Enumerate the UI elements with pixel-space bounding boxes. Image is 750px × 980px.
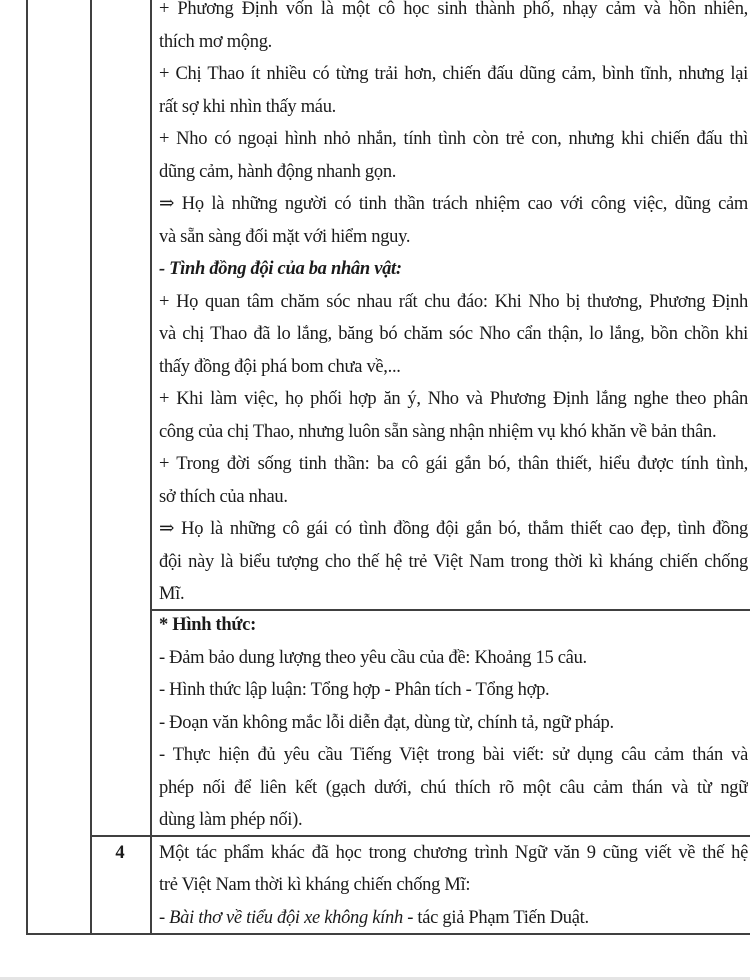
text-segment: ⇒ Họ là những cô gái có tình đồng đội gắn bó, thắm thiết cao đẹp, tình đồng: [159, 519, 748, 539]
text-line: [159, 351, 748, 384]
answer-cell-content-analysis: [159, 0, 748, 611]
text-segment: + Trong đời sống tinh thần: ba cô gái gắn bó, thân thiết, hiểu được tính tình,: [159, 454, 748, 474]
text-segment: - Tình đồng đội của ba nhân vật:: [159, 259, 402, 279]
text-line: [159, 642, 748, 675]
text-segment: công của chị Thao, nhưng luôn sẵn sàng nhận nhiệm vụ khó khăn về bản thân.: [159, 421, 717, 442]
text-segment: và sẵn sàng đối mặt với hiểm nguy.: [159, 226, 411, 247]
text-segment: Một tác phẩm khác đã học trong chương trình Ngữ văn 9 cũng viết về thế hệ: [159, 842, 748, 863]
text-segment: và chị Thao đã lo lắng, băng bó chăm sóc Nho cẩn thận, lo lắng, bồn chồn khi: [159, 324, 748, 344]
text-line: [159, 286, 748, 319]
text-line: [159, 123, 748, 156]
text-line: [159, 609, 748, 642]
text-segment: dũng cảm, hành động nhanh gọn.: [159, 161, 397, 182]
text-segment: + Họ quan tâm chăm sóc nhau rất chu đáo: Khi Nho bị thương, Phương Định: [159, 291, 748, 312]
text-segment: - tác giả Phạm Tiến Duật.: [402, 907, 589, 928]
text-segment: thích mơ mộng.: [159, 31, 272, 52]
text-segment: rất sợ khi nhìn thấy máu.: [159, 96, 336, 117]
text-segment: đội này là biểu tượng cho thế hệ trẻ Việt Nam trong thời kì kháng chiến chống: [159, 551, 748, 572]
question-number: 4: [115, 842, 125, 863]
text-line: [159, 26, 748, 59]
text-segment: sở thích của nhau.: [159, 486, 288, 507]
text-line: [159, 739, 748, 772]
text-segment: + Khi làm việc, họ phối hợp ăn ý, Nho và Phương Định lắng nghe theo phân: [159, 389, 748, 409]
text-line: [159, 869, 748, 902]
text-line: [159, 578, 748, 611]
text-line: [159, 221, 748, 254]
text-line: [159, 513, 748, 546]
text-line: [159, 902, 748, 935]
text-segment: phép nối để liên kết (gạch dưới, chú thích rõ một câu cảm thán và từ ngữ: [159, 777, 748, 798]
text-segment: ⇒ Họ là những người có tinh thần trách nhiệm cao với công việc, dũng cảm: [159, 194, 748, 214]
text-line: [159, 772, 748, 805]
text-segment: - Đảm bảo dung lượng theo yêu cầu của đề: Khoảng 15 câu.: [159, 647, 587, 668]
text-segment: dùng làm phép nối).: [159, 810, 303, 830]
text-line: [159, 546, 748, 579]
table-border-col1-right: [90, 0, 92, 935]
text-segment: + Phương Định vốn là một cô học sinh thành phố, nhạy cảm và hồn nhiên,: [159, 0, 748, 19]
answer-cell-format-requirements: [159, 609, 748, 837]
table-border-col2-right: [150, 0, 152, 935]
question-number-cell: [92, 837, 148, 870]
text-segment: trẻ Việt Nam thời kì kháng chiến chống Mĩ:: [159, 875, 471, 895]
text-line: [159, 156, 748, 189]
text-segment: * Hình thức:: [159, 615, 256, 635]
text-line: [159, 383, 748, 416]
text-segment: - Bài thơ về tiểu đội xe không kính: [159, 907, 403, 928]
text-line: [159, 674, 748, 707]
text-segment: thấy đồng đội phá bom chưa về,...: [159, 356, 401, 377]
text-line: [159, 837, 748, 870]
text-segment: - Đoạn văn không mắc lỗi diễn đạt, dùng từ, chính tả, ngữ pháp.: [159, 712, 614, 733]
text-segment: Mĩ.: [159, 584, 185, 604]
text-line: [159, 188, 748, 221]
text-line: [159, 0, 748, 26]
text-line: [159, 318, 748, 351]
text-segment: + Nho có ngoại hình nhỏ nhắn, tính tình còn trẻ con, nhưng khi chiến đấu thì: [159, 129, 748, 149]
answer-cell-question-4: [159, 837, 748, 935]
table-border-left: [26, 0, 28, 935]
text-line: [159, 481, 748, 514]
text-segment: + Chị Thao ít nhiều có từng trải hơn, chiến đấu dũng cảm, bình tĩnh, nhưng lại: [159, 64, 748, 84]
text-segment: - Thực hiện đủ yêu cầu Tiếng Việt trong bài viết: sử dụng câu cảm thán và: [159, 745, 748, 765]
text-line: [159, 416, 748, 449]
text-line: [159, 448, 748, 481]
text-line: [159, 91, 748, 124]
text-line: [159, 707, 748, 740]
text-line: [159, 58, 748, 91]
text-line: [159, 253, 748, 286]
text-segment: - Hình thức lập luận: Tổng hợp - Phân tích - Tổng hợp.: [159, 680, 550, 700]
text-line: [159, 804, 748, 837]
